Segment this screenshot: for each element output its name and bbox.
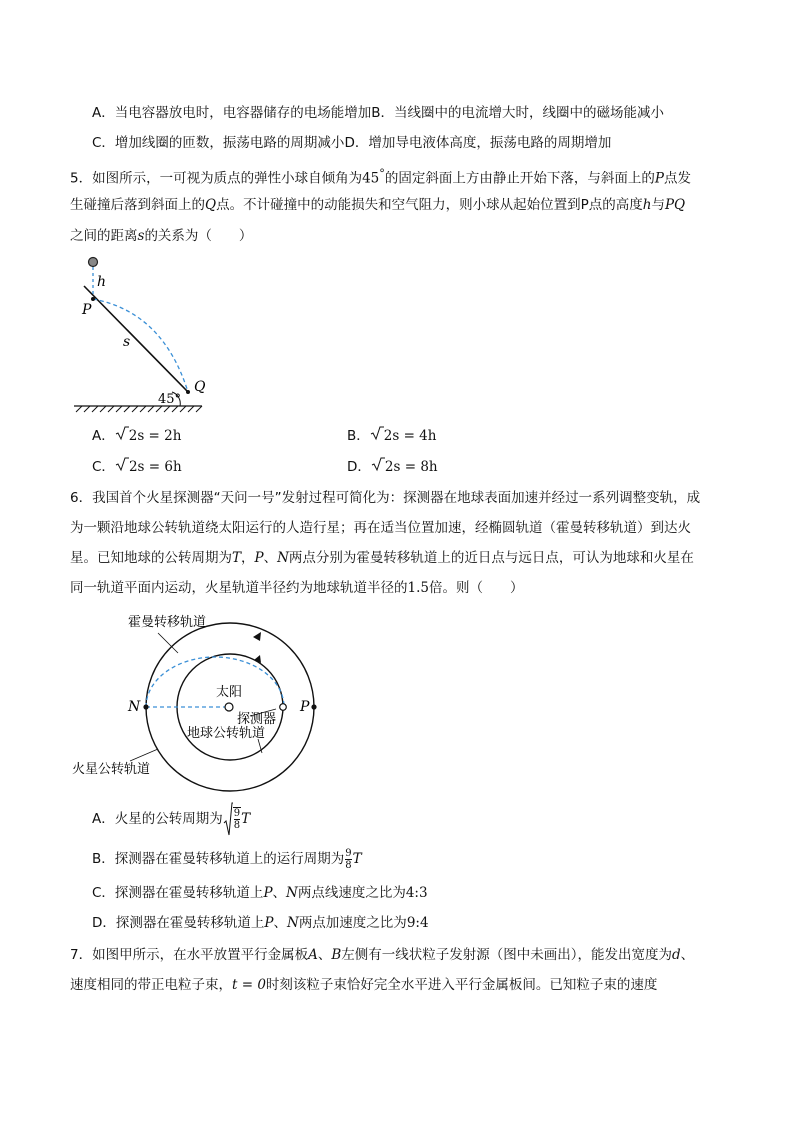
label-hohmann: 霍曼转移轨道 [128,615,207,630]
q5-option-b[interactable]: B． 2s = 4h [347,425,436,447]
label-probe: 探测器 [237,712,277,727]
label-P: P [82,302,92,318]
label-N: N [128,699,141,715]
q6-stem-line-2: 为一颗沿地球公转轨道绕太阳运行的人造行星；再在适当位置加速，经椭圆轨道（霍曼转移轨道）到达火 [70,520,691,536]
q4-option-line-1 [92,103,664,123]
q6-option-d[interactable]: D．探测器在霍曼转移轨道上P、N两点加速度之比为9:4 [92,915,429,931]
label-mars-orbit: 火星公转轨道 [72,762,151,777]
point-N [143,704,148,709]
q4-option-d[interactable]: D．增加导电液体高度，振荡电路的周期增加 [344,135,612,151]
q4-option-c[interactable]: C．增加线圈的匝数，振荡电路的周期减小 [92,135,345,151]
incline-line [84,286,188,392]
point-Q [186,390,190,394]
label-sun: 太阳 [216,685,243,700]
sqrt-icon [370,425,384,441]
label-s: s [123,334,131,350]
q4-option-b[interactable]: B．当线圈中的电流增大时，线圈中的磁场能减小 [371,105,665,121]
q5-incline-figure [68,252,218,417]
mars-orbit-leader [130,749,158,761]
point-P [91,297,95,301]
q5-option-a[interactable]: A． 2s = 2h [92,425,181,447]
ground-hatch [76,406,202,412]
sqrt-icon [371,456,385,472]
label-Q: Q [194,379,206,395]
q5-stem-line-2: 生碰撞后落到斜面上的Q点。不计碰撞中的动能损失和空气阻力，则小球从起始位置到P点的高度h与PQ [70,197,686,213]
probe-icon [280,704,287,711]
q5-stem-line-3: 之间的距离s的关系为（ ） [70,228,253,244]
q6-option-b[interactable]: B．探测器在霍曼转移轨道上的运行周期为 $\frac{9}{8}$ T [92,847,362,871]
q5-stem-line-1: 5．如图所示，一可视为质点的弹性小球自倾角为45°的固定斜面上方由静止开始下落，与斜面上的P点发 [70,167,691,187]
q6-stem-line-3: 星。已知地球的公转周期为T，P、N两点分别为霍曼转移轨道上的近日点与远日点，可认为地球和火星在 [70,550,694,566]
q6-stem-line-1: 6．我国首个火星探测器“天问一号”发射过程可简化为：探测器在地球表面加速并经过一系列调整变轨，成 [70,490,701,506]
q6-option-c[interactable]: C．探测器在霍曼转移轨道上P、N两点线速度之比为4:3 [92,885,428,901]
q6-orbit-figure [70,603,330,803]
q7-stem-line-1: 7．如图甲所示，在水平放置平行金属板A、B左侧有一线状粒子发射源（图中未画出），能发出宽度为d、 [70,947,695,963]
point-P [311,704,316,709]
label-earth-orbit: 地球公转轨道 [187,726,266,741]
sqrt-icon [115,425,129,441]
sun-icon [225,703,233,711]
q6-option-a[interactable]: A．火星的公转周期为 $\frac{9}{8}$ T [92,800,250,838]
q4-option-line-2 [92,133,611,153]
q6-stem-line-4: 同一轨道平面内运动，火星轨道半径约为地球轨道半径的1.5倍。则（ ） [70,580,524,596]
label-h: h [97,274,107,290]
label-P: P [300,699,310,715]
q5-option-d[interactable]: D． 2s = 8h [347,456,438,478]
sqrt-icon [115,456,129,472]
hohmann-orbit [146,657,284,707]
q5-option-c[interactable]: C． 2s = 6h [92,456,182,478]
q4-option-a[interactable]: A．当电容器放电时，电容器储存的电场能增加 [92,105,372,121]
label-angle: 45° [158,392,182,407]
mars-orbit-arrow-icon [253,632,261,641]
sqrt-icon [223,801,233,837]
ball [89,258,98,267]
q7-stem-line-2: 速度相同的带正电粒子束，t = 0时刻该粒子束恰好完全水平进入平行金属板间。已知粒子束的速度 [70,977,658,993]
